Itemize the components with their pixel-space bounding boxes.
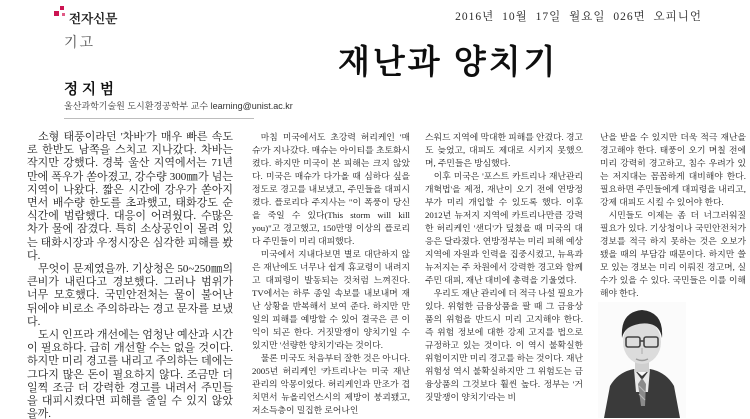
paragraph: 도시 인프라 개선에는 엄청난 예산과 시간이 필요하다. 급히 개선할 수는 없을 것이다. 하지만 미리 경고를 내리고 주의하는 데에는 그다지 많은 돈이 필요하지 않다. 조금만 더 일찍 조금 더 강력한 경고를 내려서 주민들을 대피시켰다면 피해를 줄일 수 있지 않았을까. xyxy=(27,329,233,419)
paragraph: 물론 미국도 처음부터 잘한 것은 아니다. 2005년 허리케인 '카트리나'는 미국 재난 관리의 악몽이었다. 허리케인과 만조가 겹치면서 뉴올리언스시의 제방이 붕괴됐고, 저소득층이 밀집한 로어나인 xyxy=(252,353,410,415)
paragraph: 우리도 재난 관리에 더 적극 나설 필요가 있다. 위험한 금융상품을 팔 때 그 금융상품의 위험을 반드시 미리 고지해야 한다. 즉 위험 정보에 대한 강제 고지를 법으로 규정하고 있는 것이다. 이 역시 불확실한 위험이지만 미리 경고를 하는 것이다. 재난 위험성 역시 불확실하지만 그 위험도는 금융상품의 그것보다 훨씬 높다. 정부는 '거짓말쟁이 양치기'라는 비 xyxy=(425,288,583,402)
body-column-1 xyxy=(27,131,233,419)
body-column-3 xyxy=(425,131,583,404)
paragraph: 시민들도 이제는 좀 더 너그러워질 필요가 있다. 기상청이나 국민안전처가 경보를 적극 하지 못하는 것은 오보가 됐을 때의 부담감 때문이다. 하지만 쓸모 있는 경보는 미리 이뤄진 경고며, 실수가 있을 수 있다. 국민들은 이를 이해해야 한다. xyxy=(600,210,746,298)
paragraph: 난을 받을 수 있지만 더욱 적극 재난을 경고해야 한다. 태풍이 오기 며칠 전에 미리 강력히 경고하고, 침수 우려가 있는 저지대는 꼼꼼하게 대비해야 한다. 필요하면 주민들에게 대피령을 내리고, 강제 대피도 시킬 수 있어야 한다. xyxy=(600,132,746,207)
newspaper-logo xyxy=(54,6,117,27)
paragraph: 무엇이 문제였을까. 기상청은 50~250㎜의 큰비가 내린다고 경보했다. 그러나 범위가 너무 모호했다. 국민안전처는 물이 불어난 뒤에야 비로소 주의하라는 경고 문자를 보냈다. xyxy=(27,263,233,328)
dateline: 2016년 10월 17일 월요일 026면 오피니언 xyxy=(455,11,702,23)
body-column-4 xyxy=(600,131,746,300)
paragraph: 미국에서 지내다보면 별로 대단하지 않은 재난에도 너무나 쉽게 휴교령이 내려지고 대피령이 발동되는 것처럼 느껴진다. TV에서는 하루 종일 속보를 내보내며 재난 상황을 반복해서 보여 준다. 하지만 만일의 피해를 예방할 수 있어 결국은 큰 이익이 되곤 한다. 거짓말쟁이 양치기일 수 있지만 '선량한 양치기'라는 것이다. xyxy=(252,249,410,350)
author-photo xyxy=(598,302,686,418)
paragraph: 소형 태풍이라던 '차바'가 매우 빠른 속도로 한반도 남쪽을 스치고 지나갔다. 차바는 작지만 강했다. 경북 울산 지역에서는 71년 만에 폭우가 쏟아졌고, 강수량 300㎜가 넘는 지역이 나왔다. 짧은 시간에 강우가 쏟아지면서 배수량 한도를 초과했고, 태화강도 순식간에 범람했다. 대응이 어려웠다. 수많은 차가 물에 잠겼다. 특히 소상공인이 몰려 있는 태화시장과 우정시장은 심각한 피해를 봤다. xyxy=(27,131,233,262)
paragraph: 마침 미국에서도 초강력 허리케인 '매슈'가 지나갔다. 매슈는 아이티를 초토화시켰다. 하지만 미국이 본 피해는 크지 않았다. 미국은 매슈가 다가올 때 심하다 싶을 정도로 경고를 내보냈고, 주민들을 대피시켰다. 플로리다 주지사는 "이 폭풍이 당신을 죽일 수 있다(This storm will kill you)"고 경고했고, 150만명 이상의 플로리다 주민들이 미리 대피했다. xyxy=(252,132,410,246)
author-name: 정지범 xyxy=(64,82,119,98)
article-title: 재난과 양치기 xyxy=(338,45,559,81)
author-divider xyxy=(64,118,254,119)
body-column-2 xyxy=(252,131,410,417)
newspaper-logo-text: 전자신문 xyxy=(69,12,118,26)
paragraph: 이후 미국은 '포스트 카트리나 재난관리개혁법'을 제정, 재난이 오기 전에 연방정부가 미리 개입할 수 있도록 했다. 이후 2012년 뉴저지 지역에 카트리나만큼 강력한 허리케인 '샌디'가 덮쳤을 때 미국의 대응은 달라졌다. 연방정부는 미리 피해 예상 지역에 자원과 인력을 집중시켰고, 뉴욕과 뉴저지는 주 차원에서 강력한 경고와 함께 주민 대피, 재난 대비에 총력을 기울였다. xyxy=(425,171,583,285)
author-affiliation: 울산과학기술원 도시환경공학부 교수 learning@unist.ac.kr xyxy=(64,101,293,111)
logo-pixel-dots-icon xyxy=(54,6,66,19)
paragraph: 스워드 지역에 막대한 피해를 안겼다. 경고도 늦었고, 대피도 제대로 시키지 못했으며, 주민들은 방심했다. xyxy=(425,132,583,168)
section-label: 기고 xyxy=(64,34,96,50)
